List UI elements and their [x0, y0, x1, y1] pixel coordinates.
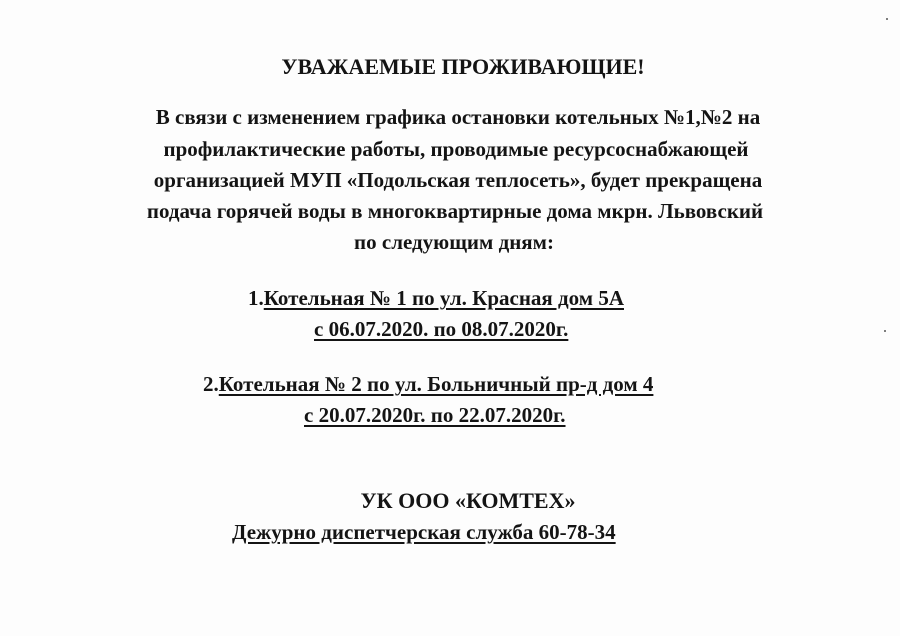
paragraph-line-2: профилактические работы, проводимые ресурсоснабжающей — [163, 137, 749, 161]
dispatch-service-text: Дежурно диспетчерская служба 60-78-34 — [232, 520, 616, 544]
scan-speck — [884, 330, 886, 332]
item-dates: с 06.07.2020. по 08.07.2020г. — [314, 317, 569, 341]
dispatch-service — [232, 519, 616, 545]
paragraph-line-5: по следующим дням: — [354, 230, 554, 254]
item-location: Котельная № 1 по ул. Красная дом 5А — [263, 286, 624, 310]
paragraph-line-1: В связи с изменением графика остановки котельных №1,№2 на — [155, 105, 761, 129]
item-number: 1. — [248, 286, 264, 310]
schedule-item-1 — [248, 285, 624, 311]
company-name: УК ООО «КОМТЕХ» — [360, 488, 576, 513]
paragraph-line-3: организацией МУП «Подольская теплосеть», будет прекращена — [153, 168, 763, 192]
notice-title: УВАЖАЕМЫЕ ПРОЖИВАЮЩИЕ! — [281, 54, 645, 79]
item-number: 2. — [203, 372, 219, 396]
item-location: Котельная № 2 по ул. Больничный пр-д дом 4 — [218, 372, 654, 396]
paragraph-line-4: подача горячей воды в многоквартирные дома мкрн. Львовский — [146, 199, 764, 223]
schedule-item-1-dates — [314, 316, 568, 342]
schedule-item-2 — [203, 371, 653, 397]
item-dates: с 20.07.2020г. по 22.07.2020г. — [304, 403, 566, 427]
scan-speck — [886, 18, 888, 20]
schedule-item-2-dates — [304, 402, 566, 428]
